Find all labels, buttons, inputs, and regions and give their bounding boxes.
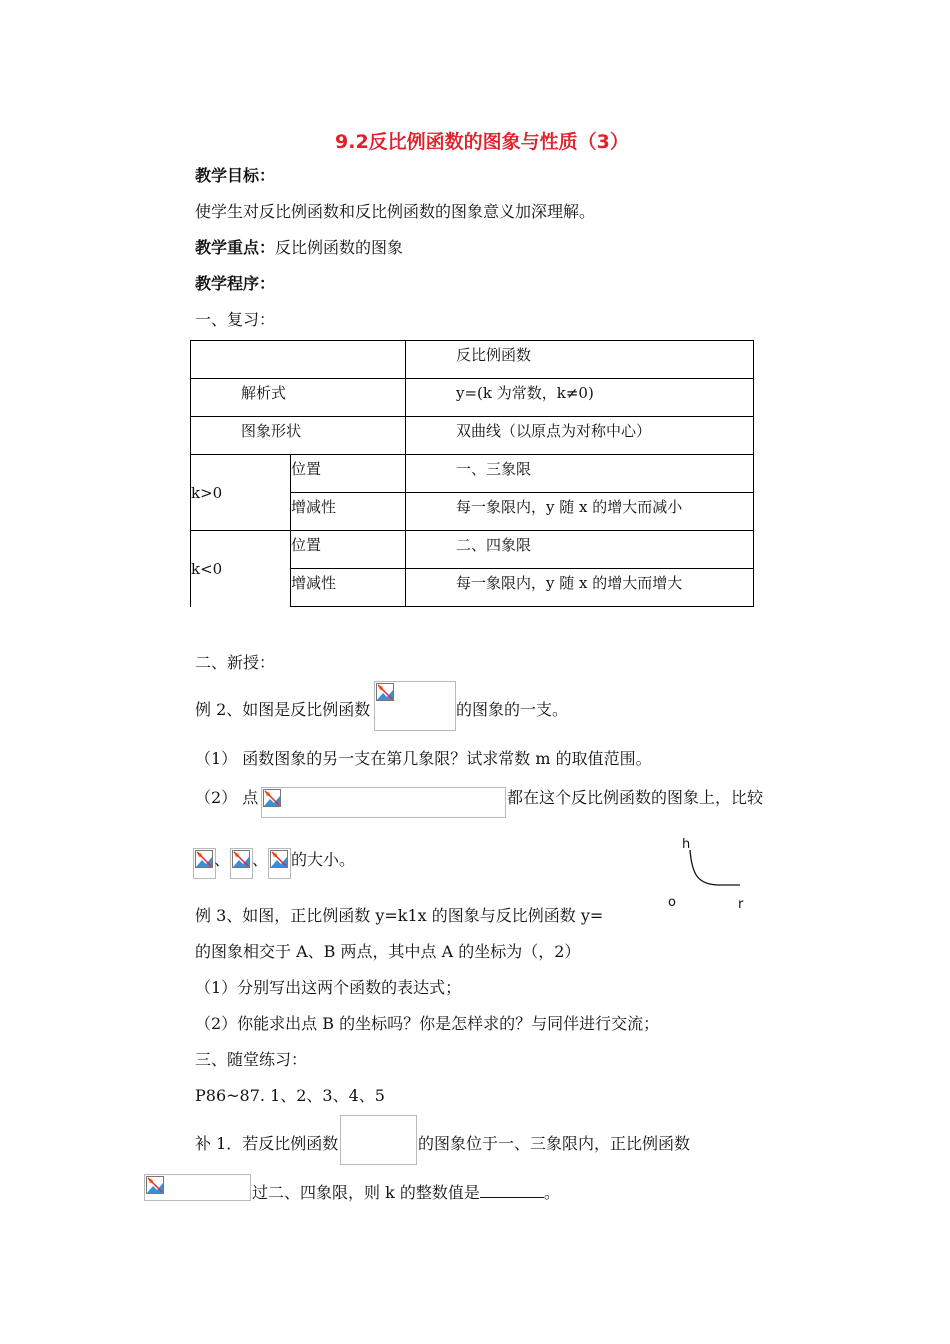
goals-heading: 教学目标： [195, 166, 276, 185]
graph-label-h: h [682, 837, 691, 852]
k-negative-cell: k<0 [191, 531, 291, 607]
key-text: 反比例函数的图象 [275, 238, 404, 257]
graph-label-o: o [668, 895, 676, 910]
value-image-1 [193, 848, 216, 879]
procedure-heading: 教学程序： [195, 274, 276, 293]
practice-heading: 三、随堂练习： [195, 1050, 308, 1069]
value-image-2 [230, 848, 253, 879]
answer-blank [480, 1183, 544, 1198]
example3-line2: 的图象相交于 A、B 两点，其中点 A 的坐标为（，2） [195, 942, 581, 961]
neg-position-label: 位置 [291, 531, 406, 569]
value-image-3 [268, 848, 291, 879]
supplement-end: 。 [543, 1183, 560, 1202]
broken-image-icon [232, 850, 250, 868]
pos-position-label: 位置 [291, 455, 406, 493]
practice-pages: P86~87. 1、2、3、4、5 [195, 1086, 385, 1105]
supplement-before: 补 1．若反比例函数 [195, 1134, 339, 1153]
example2-after: 的图象的一支。 [456, 700, 569, 719]
compare-suffix: 的大小。 [291, 850, 356, 869]
row-shape-label: 图象形状 [191, 417, 406, 455]
row-expr-label: 解析式 [191, 379, 406, 417]
example3-q1: （1）分别写出这两个函数的表达式； [195, 978, 462, 997]
supplement-after: 的图象位于一、三象限内，正比例函数 [418, 1134, 691, 1153]
pos-monotonic-value: 每一象限内，y 随 x 的增大而减小 [406, 493, 754, 531]
supplement-formula-image [340, 1115, 417, 1165]
row-expr-value: y=(k 为常数，k≠0) [406, 379, 754, 417]
graph-label-r: r [738, 897, 744, 912]
points-image [261, 787, 506, 818]
neg-position-value: 二、四象限 [406, 531, 754, 569]
supplement-line2 [252, 1180, 560, 1203]
pos-monotonic-label: 增减性 [291, 493, 406, 531]
hyperbola-curve [690, 850, 740, 885]
formula-image [374, 681, 456, 731]
supplement-line2-text: 过二、四象限，则 k 的整数值是 [252, 1183, 480, 1202]
separator-1: 、 [214, 850, 231, 869]
key-heading: 教学重点： [195, 238, 276, 257]
new-heading: 二、新授： [195, 653, 276, 672]
table-header-cell: 反比例函数 [406, 341, 754, 379]
key-point-line [195, 235, 403, 258]
example3-q2: （2）你能求出点 B 的坐标吗？你是怎样求的？与同伴进行交流； [195, 1014, 660, 1033]
question-1: （1） 函数图象的另一支在第几象限？试求常数 m 的取值范围。 [195, 749, 652, 768]
proportional-function-image [144, 1174, 251, 1201]
table-corner-cell [191, 341, 406, 379]
page-title: 9.2反比例函数的图象与性质（3） [335, 131, 629, 153]
broken-image-icon [263, 789, 281, 807]
broken-image-icon [270, 850, 288, 868]
neg-monotonic-label: 增减性 [291, 569, 406, 607]
row-shape-value: 双曲线（以原点为对称中心） [406, 417, 754, 455]
hyperbola-graph [680, 845, 760, 895]
broken-image-icon [146, 1176, 164, 1194]
example3-line1: 例 3、如图，正比例函数 y=k1x 的图象与反比例函数 y= [195, 906, 604, 925]
question-2-prefix: （2） 点 [195, 788, 259, 807]
question-2-suffix: 都在这个反比例函数的图象上，比较 [507, 788, 764, 807]
k-positive-cell: k>0 [191, 455, 291, 531]
separator-2: 、 [252, 850, 269, 869]
goals-text: 使学生对反比例函数和反比例函数的图象意义加深理解。 [195, 202, 596, 221]
neg-monotonic-value: 每一象限内，y 随 x 的增大而增大 [406, 569, 754, 607]
review-table [190, 340, 754, 607]
broken-image-icon [376, 683, 394, 701]
broken-image-icon [195, 850, 213, 868]
review-heading: 一、复习： [195, 310, 276, 329]
pos-position-value: 一、三象限 [406, 455, 754, 493]
example2-before: 例 2、如图是反比例函数 [195, 700, 371, 719]
